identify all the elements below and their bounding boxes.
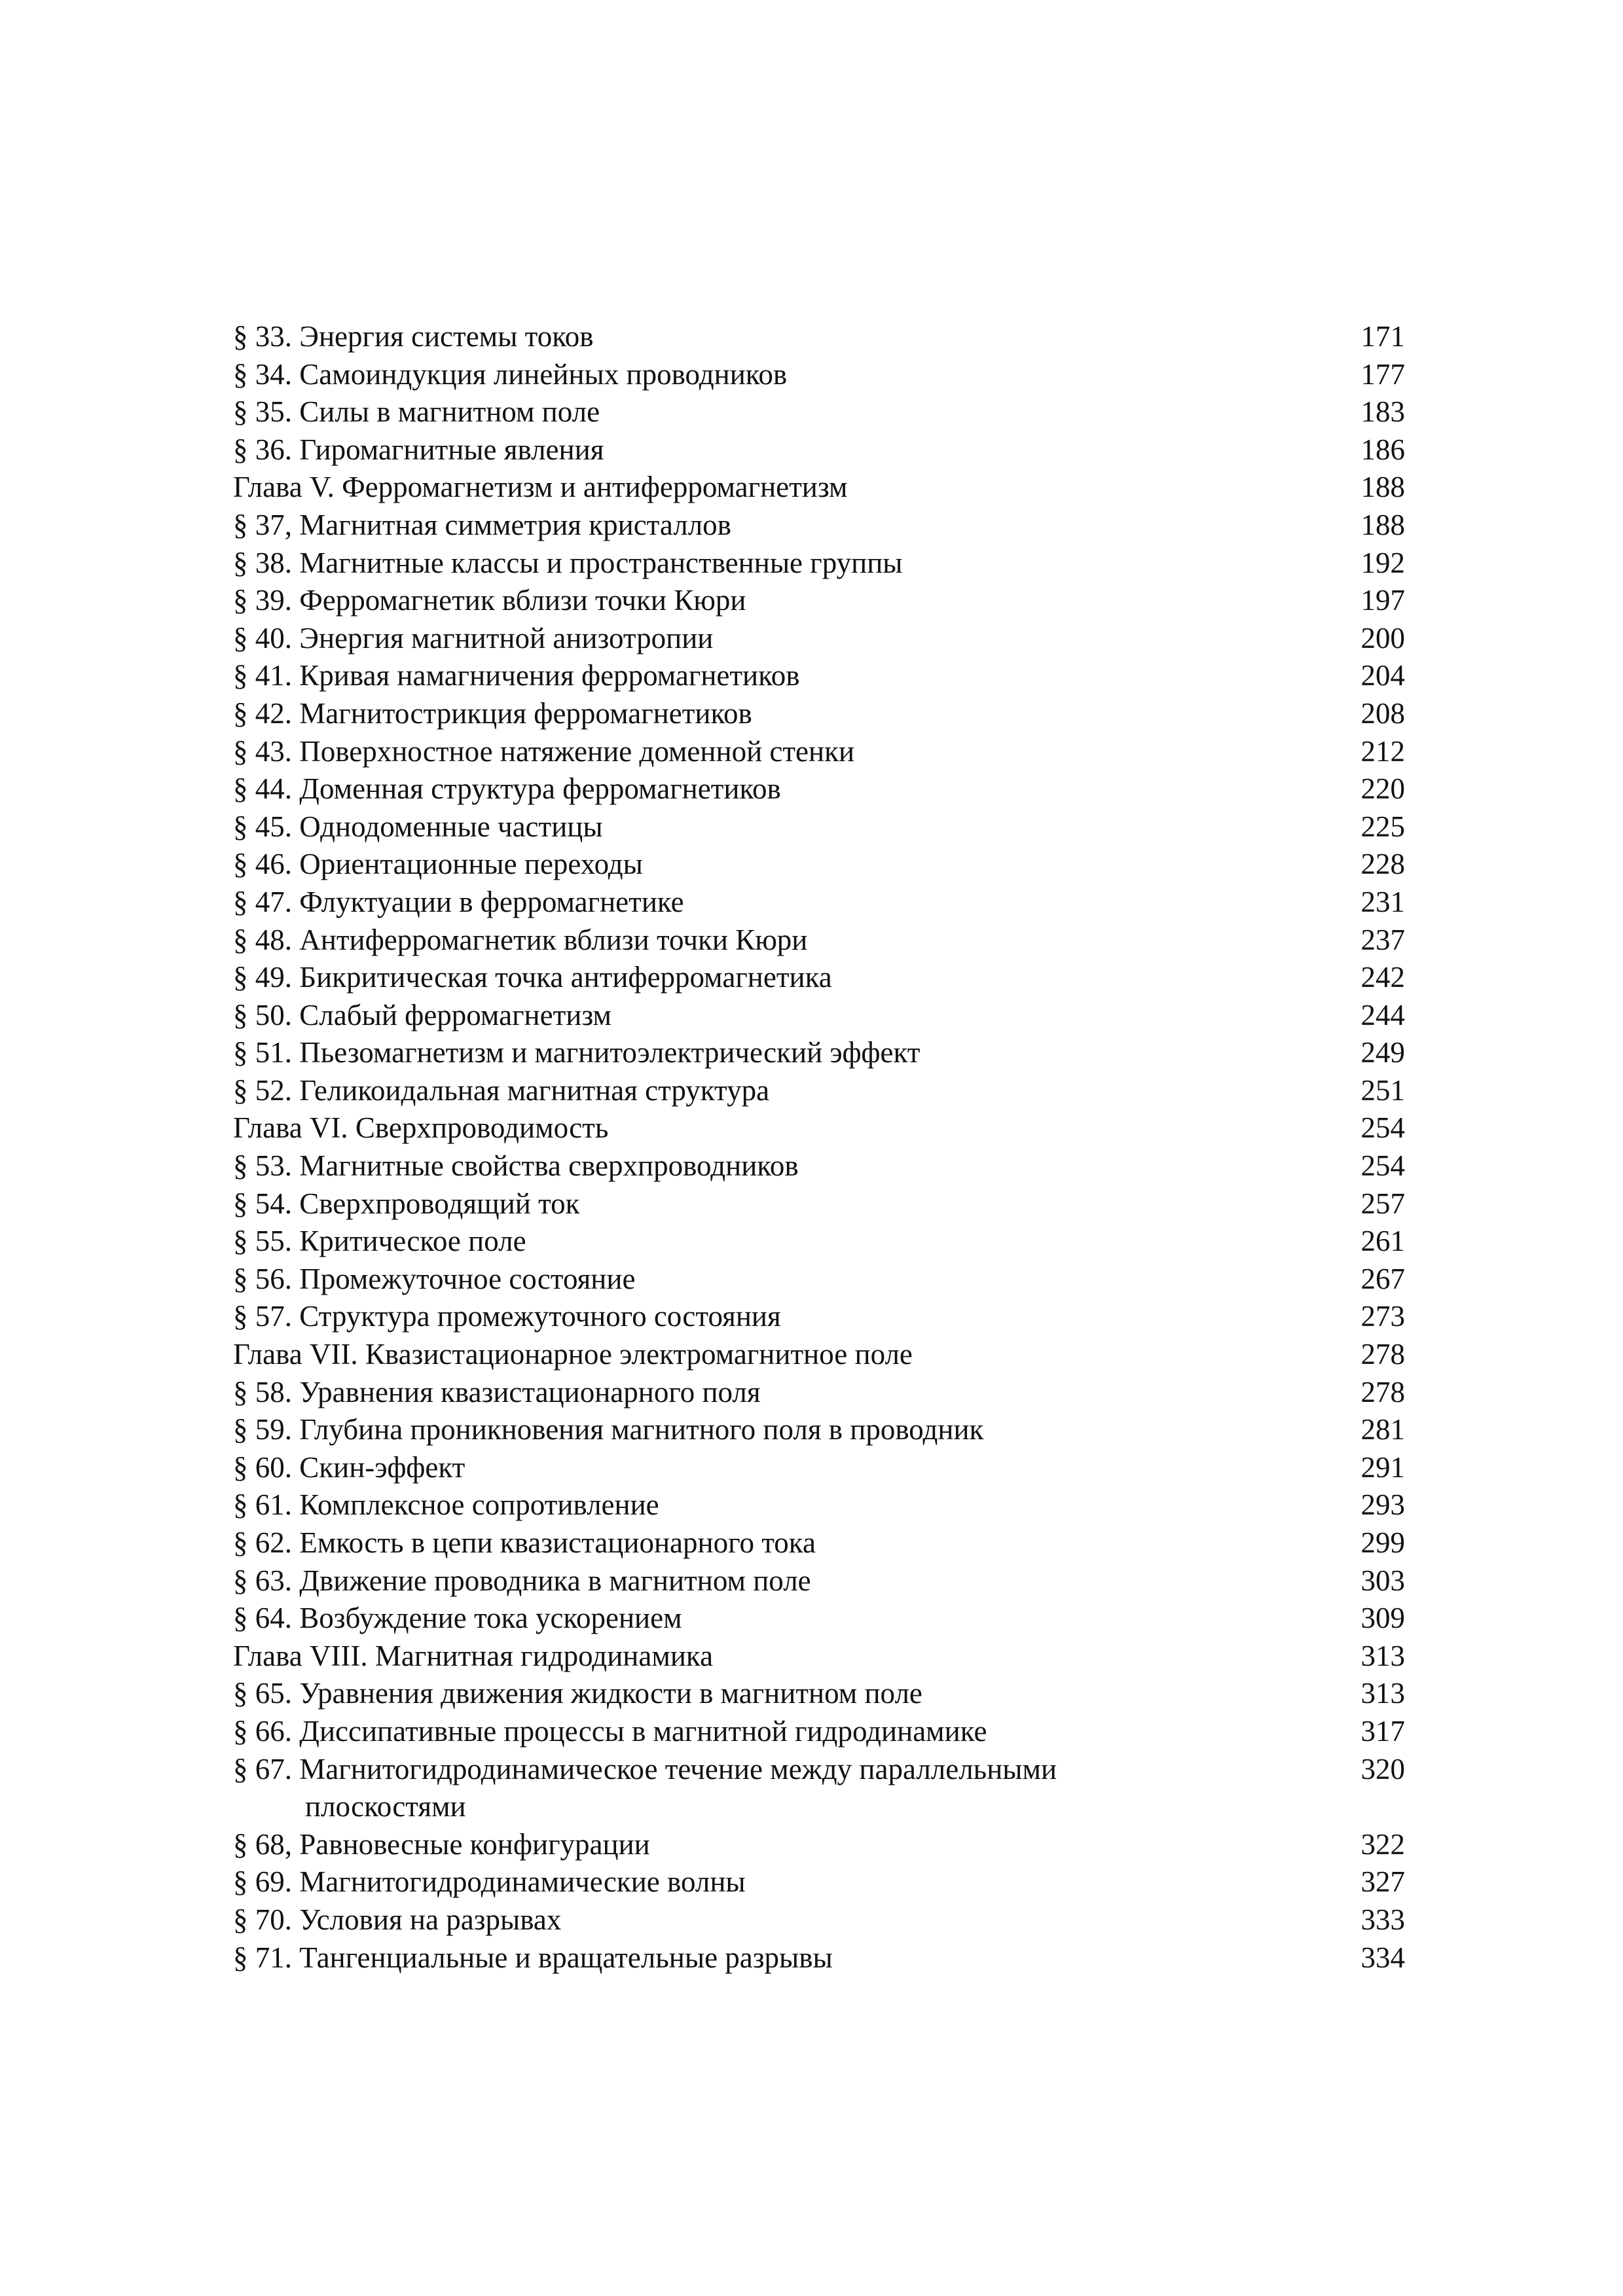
toc-entry-page: 244 <box>1360 998 1405 1031</box>
toc-entry <box>233 1147 1405 1185</box>
toc-entry-title: § 69. Магнитогидродинамические волны <box>233 1865 746 1899</box>
toc-entry-title: § 61. Комплексное сопротивление <box>233 1488 659 1522</box>
toc-entry-title: § 40. Энергия магнитной анизотропии <box>233 621 714 655</box>
toc-entry-title-continuation: плоскостями <box>305 1790 466 1823</box>
toc-entry <box>233 1374 1405 1412</box>
toc-entry-page: 220 <box>1360 772 1405 806</box>
toc-chapter-entry <box>233 1336 1405 1374</box>
toc-entry-title: § 55. Критическое поле <box>233 1225 526 1258</box>
toc-entry <box>233 393 1405 431</box>
toc-entry <box>233 1713 1405 1751</box>
toc-entry <box>233 582 1405 620</box>
toc-chapter-title: Глава VIII. Магнитная гидродинамика <box>233 1639 714 1672</box>
toc-entry-page: 317 <box>1360 1714 1405 1748</box>
toc-entry-page: 313 <box>1360 1639 1405 1672</box>
toc-entry <box>233 356 1405 394</box>
toc-entry-title: § 45. Однодоменные частицы <box>233 810 603 843</box>
toc-entry <box>233 1261 1405 1299</box>
toc-entry <box>233 1524 1405 1562</box>
toc-entry-page: 188 <box>1360 508 1405 541</box>
toc-entry-title: § 48. Антиферромагнетик вблизи точки Кюри <box>233 923 808 956</box>
toc-entry-page: 261 <box>1360 1225 1405 1258</box>
toc-entry-title: § 54. Сверхпроводящий ток <box>233 1187 580 1220</box>
toc-entry-title: § 37, Магнитная симметрия кристаллов <box>233 508 731 541</box>
toc-entry <box>233 1826 1405 1864</box>
toc-entry <box>233 1939 1405 1977</box>
toc-entry <box>233 770 1405 808</box>
toc-entry <box>233 884 1405 922</box>
toc-entry <box>233 545 1405 583</box>
toc-entry-title: § 68, Равновесные конфигурации <box>233 1827 650 1861</box>
toc-entry <box>233 695 1405 733</box>
toc-entry-title: § 66. Диссипативные процессы в магнитной гидродинамике <box>233 1714 987 1748</box>
toc-entry <box>233 431 1405 469</box>
toc-entry-title: § 50. Слабый ферромагнетизм <box>233 998 611 1031</box>
toc-entry <box>233 733 1405 771</box>
toc-entry-page: 177 <box>1360 357 1405 391</box>
toc-entry-title: § 52. Геликоидальная магнитная структура <box>233 1073 770 1107</box>
toc-entry-title: § 62. Емкость в цепи квазистационарного тока <box>233 1526 816 1559</box>
toc-entry-page: 257 <box>1360 1187 1405 1220</box>
table-of-contents <box>233 318 1405 1977</box>
toc-chapter-title: Глава V. Ферромагнетизм и антиферромагнетизм <box>233 471 848 504</box>
toc-entry-title: § 64. Возбуждение тока ускорением <box>233 1602 682 1635</box>
toc-entry-page: 322 <box>1360 1827 1405 1861</box>
toc-entry-title: § 51. Пьезомагнетизм и магнитоэлектрический эффект <box>233 1036 921 1069</box>
toc-chapter-title: Глава VII. Квазистационарное электромагнитное поле <box>233 1338 913 1371</box>
toc-entry-page: 320 <box>1360 1752 1405 1785</box>
toc-entry-page: 334 <box>1360 1941 1405 1974</box>
toc-entry-title: § 70. Условия на разрывах <box>233 1903 562 1936</box>
toc-entry-page: 299 <box>1360 1526 1405 1559</box>
toc-entry-page: 186 <box>1360 433 1405 466</box>
toc-entry-page: 200 <box>1360 621 1405 655</box>
toc-entry-page: 225 <box>1360 810 1405 843</box>
toc-entry-page: 192 <box>1360 546 1405 579</box>
toc-entry-page: 197 <box>1360 584 1405 617</box>
toc-entry-page: 228 <box>1360 848 1405 881</box>
toc-entry-title: § 33. Энергия системы токов <box>233 320 594 353</box>
toc-entry-page: 242 <box>1360 961 1405 994</box>
toc-entry-title: § 39. Ферромагнетик вблизи точки Кюри <box>233 584 746 617</box>
toc-entry-page: 273 <box>1360 1300 1405 1333</box>
toc-entry <box>233 1675 1405 1713</box>
toc-entry <box>233 620 1405 658</box>
toc-entry <box>233 1751 1405 1826</box>
toc-chapter-entry <box>233 1638 1405 1676</box>
toc-entry-title: § 58. Уравнения квазистационарного поля <box>233 1375 761 1408</box>
toc-entry <box>233 1034 1405 1072</box>
toc-entry-title: § 56. Промежуточное состояние <box>233 1262 636 1295</box>
toc-entry-page: 208 <box>1360 696 1405 730</box>
toc-entry <box>233 657 1405 695</box>
toc-entry-title: § 35. Силы в магнитном поле <box>233 395 600 429</box>
toc-entry-title: § 41. Кривая намагничения ферромагнетиков <box>233 659 800 692</box>
toc-entry-title: § 34. Самоиндукция линейных проводников <box>233 357 788 391</box>
toc-entry <box>233 997 1405 1035</box>
toc-entry-page: 291 <box>1360 1450 1405 1484</box>
toc-entry-page: 278 <box>1360 1338 1405 1371</box>
toc-entry-page: 251 <box>1360 1073 1405 1107</box>
toc-entry-page: 327 <box>1360 1865 1405 1899</box>
toc-entry <box>233 1562 1405 1600</box>
toc-entry-page: 309 <box>1360 1602 1405 1635</box>
toc-entry-page: 183 <box>1360 395 1405 429</box>
toc-entry-title: § 47. Флуктуации в ферромагнетике <box>233 885 684 918</box>
toc-entry-page: 188 <box>1360 471 1405 504</box>
toc-entry-page: 231 <box>1360 885 1405 918</box>
toc-entry-page: 237 <box>1360 923 1405 956</box>
toc-entry <box>233 1449 1405 1487</box>
toc-entry-title: § 67. Магнитогидродинамическое течение между параллельными <box>233 1752 1057 1785</box>
toc-entry-title: § 38. Магнитные классы и пространственные группы <box>233 546 903 579</box>
toc-entry-page: 267 <box>1360 1262 1405 1295</box>
toc-entry-title: § 42. Магнитострикция ферромагнетиков <box>233 696 752 730</box>
toc-entry <box>233 846 1405 884</box>
toc-entry-title: § 59. Глубина проникновения магнитного поля в проводник <box>233 1413 984 1446</box>
toc-entry-page: 303 <box>1360 1564 1405 1597</box>
toc-entry-title: § 49. Бикритическая точка антиферромагнетика <box>233 961 832 994</box>
toc-chapter-title: Глава VI. Сверхпроводимость <box>233 1111 609 1145</box>
toc-entry-title: § 63. Движение проводника в магнитном поле <box>233 1564 811 1597</box>
toc-entry-page: 254 <box>1360 1111 1405 1145</box>
toc-entry-title: § 60. Скин-эффект <box>233 1450 465 1484</box>
toc-entry <box>233 1863 1405 1901</box>
toc-entry <box>233 1600 1405 1638</box>
toc-entry-page: 278 <box>1360 1375 1405 1408</box>
toc-entry <box>233 507 1405 545</box>
toc-entry <box>233 1298 1405 1336</box>
toc-entry-page: 313 <box>1360 1677 1405 1710</box>
toc-entry-title: § 36. Гиромагнитные явления <box>233 433 604 466</box>
toc-entry <box>233 318 1405 356</box>
toc-entry-page: 204 <box>1360 659 1405 692</box>
toc-entry-page: 281 <box>1360 1413 1405 1446</box>
toc-entry-page: 171 <box>1360 320 1405 353</box>
toc-entry <box>233 1072 1405 1110</box>
toc-entry-title: § 53. Магнитные свойства сверхпроводников <box>233 1149 799 1183</box>
toc-entry-page: 254 <box>1360 1149 1405 1183</box>
toc-entry-page: 249 <box>1360 1036 1405 1069</box>
toc-entry-title: § 43. Поверхностное натяжение доменной стенки <box>233 734 855 768</box>
toc-entry <box>233 1901 1405 1939</box>
toc-entry-title: § 57. Структура промежуточного состояния <box>233 1300 781 1333</box>
toc-entry <box>233 1185 1405 1223</box>
toc-chapter-entry <box>233 1109 1405 1147</box>
toc-entry <box>233 959 1405 997</box>
toc-entry-title: § 44. Доменная структура ферромагнетиков <box>233 772 781 806</box>
toc-entry-title: § 46. Ориентационные переходы <box>233 848 643 881</box>
toc-chapter-entry <box>233 469 1405 507</box>
toc-entry <box>233 1411 1405 1449</box>
toc-entry-page: 212 <box>1360 734 1405 768</box>
toc-entry-title: § 71. Тангенциальные и вращательные разрывы <box>233 1941 833 1974</box>
toc-entry-title: § 65. Уравнения движения жидкости в магнитном поле <box>233 1677 922 1710</box>
toc-entry <box>233 922 1405 960</box>
toc-entry-page: 333 <box>1360 1903 1405 1936</box>
toc-entry-page: 293 <box>1360 1488 1405 1522</box>
toc-entry <box>233 1223 1405 1261</box>
toc-entry <box>233 1486 1405 1524</box>
toc-entry <box>233 808 1405 846</box>
